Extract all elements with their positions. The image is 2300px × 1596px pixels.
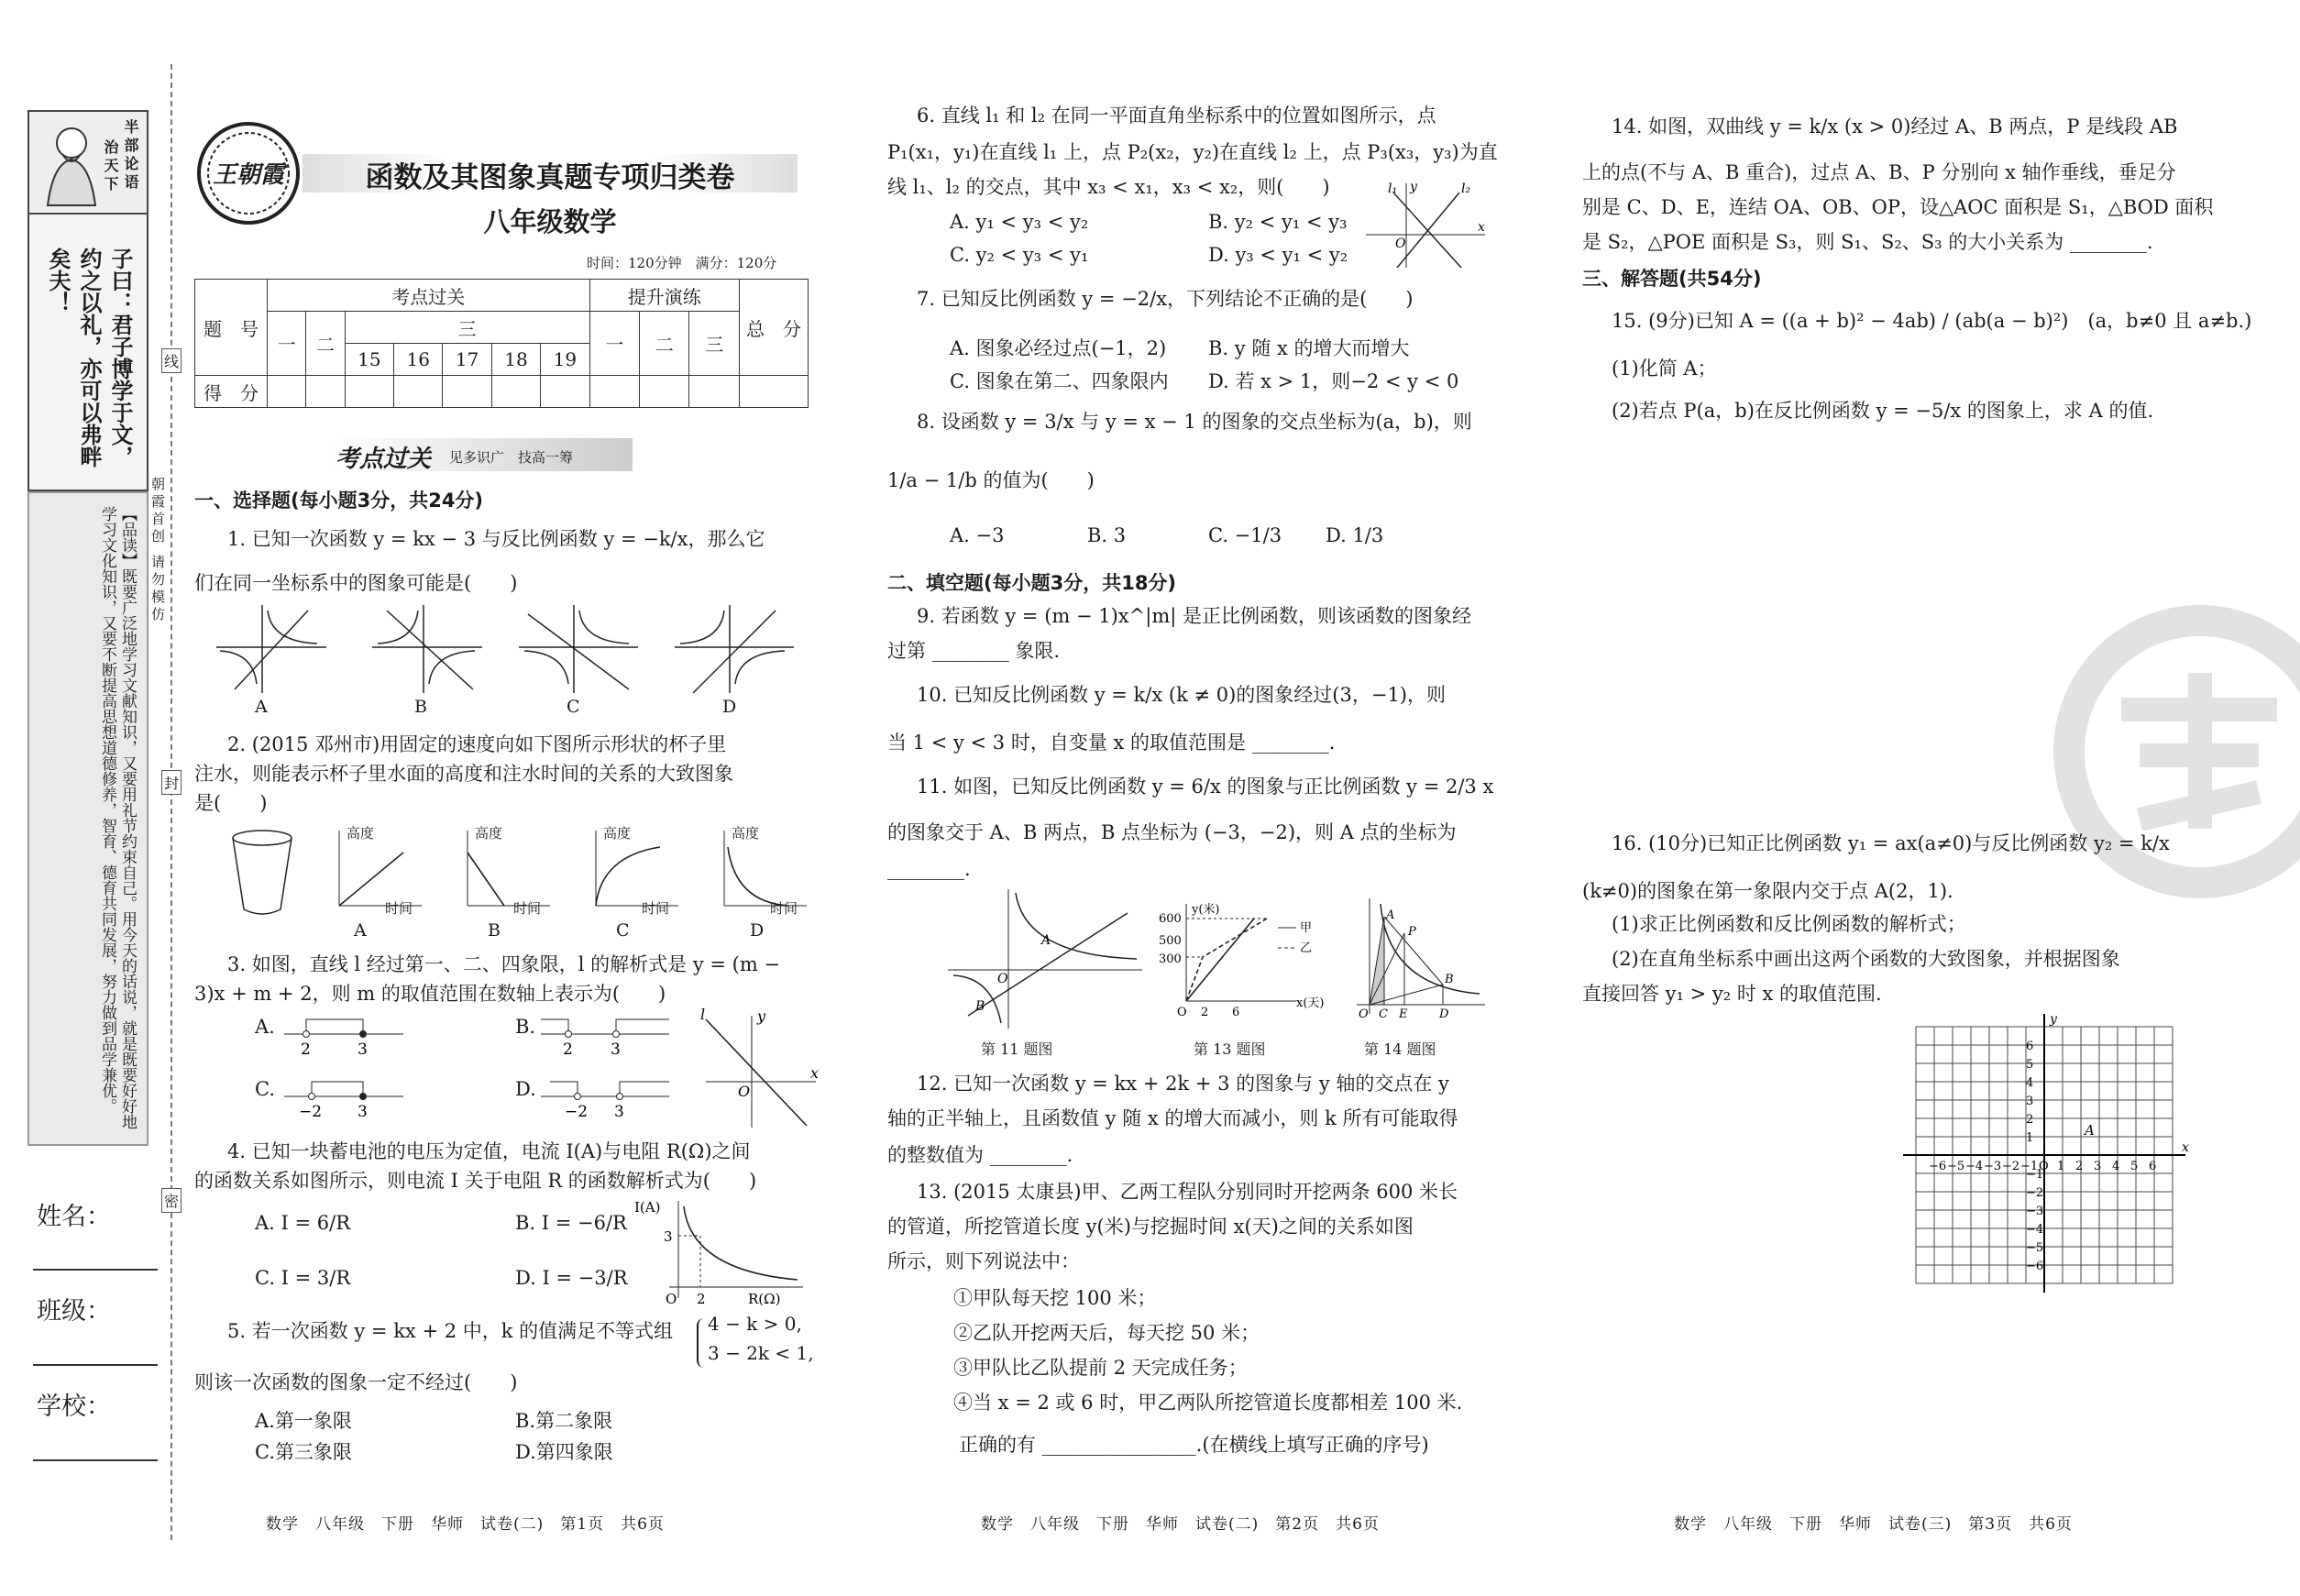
- svg-text:−2: −2: [565, 1103, 589, 1121]
- q5-opt-d[interactable]: D.第四象限: [515, 1441, 613, 1463]
- binding-mark-feng: 封: [161, 770, 182, 795]
- svg-text:3: 3: [611, 1040, 621, 1059]
- q15-text-2: (1)化简 A；: [1612, 358, 1717, 380]
- q8-opt-b[interactable]: B. 3: [1087, 524, 1127, 546]
- q8-opt-c[interactable]: C. −1/3: [1208, 524, 1282, 546]
- q2-ylabel-d: 高度: [732, 825, 760, 842]
- y-tick-label: −3: [2026, 1205, 2044, 1218]
- y-tick-label: 4: [2026, 1076, 2034, 1090]
- q13-stmt-2: ②乙队开挖两天后，每天挖 50 米；: [953, 1322, 1260, 1344]
- score-cell[interactable]: [740, 376, 809, 408]
- x-tick-label: −1: [2020, 1160, 2039, 1173]
- confucius-illustration: [35, 117, 108, 207]
- x-tick-label: −4: [1965, 1160, 1984, 1173]
- q5-sys1: 4 − k > 0,: [708, 1313, 802, 1335]
- q16-text-5: 直接回答 y₁ > y₂ 时 x 的取值范围.: [1582, 983, 1882, 1005]
- svg-text:y(米): y(米): [1192, 903, 1220, 917]
- fig11-caption: 第 11 题图: [981, 1040, 1053, 1058]
- q5-text-2: 则该一次函数的图象一定不经过( ): [194, 1371, 518, 1393]
- q3-text: 3. 如图，直线 l 经过第一、二、四象限，l 的解析式是 y = (m −: [227, 953, 781, 975]
- score-cell[interactable]: [689, 376, 740, 408]
- q2-xlabel-a: 时间: [385, 900, 413, 917]
- score-col: 二: [306, 312, 345, 376]
- y-tick-label: −6: [2026, 1260, 2044, 1273]
- score-cell[interactable]: [541, 376, 589, 408]
- q2-ylabel-b: 高度: [475, 825, 503, 842]
- q3-opt-a[interactable]: A.: [255, 1016, 275, 1038]
- q6-opt-b[interactable]: B. y₂ < y₁ < y₃: [1208, 211, 1348, 233]
- svg-text:O: O: [1177, 1006, 1187, 1019]
- y-tick-label: 1: [2026, 1131, 2034, 1145]
- svg-text:R(Ω): R(Ω): [748, 1291, 781, 1307]
- q1-graph-a: [216, 605, 326, 693]
- q2-ylabel-a: 高度: [347, 825, 375, 842]
- q2-text-2: 注水，则能表示杯子里水面的高度和注水时间的关系的大致图象: [194, 763, 733, 785]
- svg-text:l: l: [700, 1008, 706, 1023]
- q5-opt-b[interactable]: B.第二象限: [515, 1410, 613, 1432]
- x-tick-label: 5: [2130, 1160, 2139, 1173]
- score-col: 19: [541, 344, 589, 376]
- q6-text: 6. 直线 l₁ 和 l₂ 在同一平面直角坐标系中的位置如图所示，点: [917, 105, 1436, 127]
- q4-opt-d[interactable]: D. I = −3/R: [515, 1267, 628, 1289]
- binding-line: [171, 64, 172, 1540]
- q13-stmt-1: ①甲队每天挖 100 米；: [953, 1287, 1157, 1309]
- svg-text:3: 3: [358, 1040, 368, 1059]
- fig13-caption: 第 13 题图: [1194, 1040, 1266, 1058]
- point-a-label: A: [2085, 1122, 2095, 1139]
- fig14-caption: 第 14 题图: [1364, 1040, 1436, 1058]
- y-tick-label: −1: [2026, 1168, 2044, 1182]
- score-col: 16: [394, 344, 443, 376]
- q3-opt-b[interactable]: B.: [515, 1016, 536, 1038]
- q7-opt-a[interactable]: A. 图象必经过点(−1，2): [950, 337, 1167, 359]
- y-tick-label: −5: [2026, 1241, 2044, 1255]
- q4-opt-a[interactable]: A. I = 6/R: [255, 1212, 351, 1234]
- q1-label-c: C: [567, 697, 580, 717]
- q1-text-2: 们在同一坐标系中的图象可能是( ): [194, 572, 518, 594]
- exam-meta: 时间：120分钟 满分：120分: [587, 255, 777, 271]
- q9-text: 9. 若函数 y = (m − 1)x^|m| 是正比例函数，则该函数的图象经: [917, 605, 1471, 627]
- x-tick-label: −5: [1947, 1160, 1965, 1173]
- svg-text:y: y: [757, 1008, 766, 1025]
- numberline-c: [284, 1082, 403, 1121]
- svg-text:E: E: [1399, 1007, 1408, 1021]
- svg-text:6: 6: [1232, 1006, 1240, 1019]
- y-tick-label: 6: [2026, 1040, 2034, 1053]
- y-tick-label: 5: [2026, 1058, 2034, 1072]
- score-col: 17: [443, 344, 491, 376]
- q8-opt-a[interactable]: A. −3: [950, 524, 1005, 546]
- binding-mark-xian: 线: [161, 348, 182, 373]
- section-banner: [330, 438, 633, 471]
- section-fill-title: 二、填空题(每小题3分，共18分): [887, 572, 1177, 594]
- q2-ylabel-c: 高度: [603, 825, 632, 842]
- score-col: 一: [268, 312, 306, 376]
- q7-opt-b[interactable]: B. y 随 x 的增大而增大: [1208, 337, 1410, 359]
- svg-text:x: x: [1478, 220, 1485, 235]
- svg-text:O: O: [1395, 237, 1406, 251]
- q3-opt-d[interactable]: D.: [515, 1078, 536, 1100]
- y-tick-label: −4: [2026, 1223, 2044, 1237]
- q5-opt-a[interactable]: A.第一象限: [255, 1410, 352, 1432]
- q8-opt-d[interactable]: D. 1/3: [1326, 524, 1384, 546]
- brand-logo: [194, 119, 303, 227]
- q14-text-3: 别是 C、D、E，连结 OA、OB、OP，设△AOC 面积是 S₁，△BOD 面积: [1582, 196, 2214, 218]
- school-field[interactable]: [33, 1459, 158, 1461]
- x-tick-label: −6: [1929, 1160, 1947, 1173]
- score-row-label: 得 分: [195, 376, 268, 408]
- q11-text: 11. 如图，已知反比例函数 y = 6/x 的图象与正比例函数 y = 2/3 x: [917, 776, 1494, 798]
- q8-text-2: 1/a − 1/b 的值为( ): [887, 469, 1095, 491]
- q2-text-3: 是( ): [194, 792, 268, 814]
- svg-text:2: 2: [697, 1291, 706, 1307]
- side-pindu-box: [28, 491, 149, 1146]
- score-col: 一: [589, 312, 639, 376]
- section-choice-title: 一、选择题(每小题3分，共24分): [194, 490, 484, 512]
- q3-opt-c[interactable]: C.: [255, 1078, 275, 1100]
- q12-text-3: 的整数值为 ________.: [887, 1144, 1073, 1166]
- score-cell[interactable]: [306, 376, 345, 408]
- q5-sys2: 3 − 2k < 1,: [708, 1342, 814, 1364]
- q7-opt-d[interactable]: D. 若 x > 1，则−2 < y < 0: [1208, 370, 1459, 392]
- q11-text-3: ________.: [887, 858, 971, 880]
- q13-text: 13. (2015 太康县)甲、乙两工程队分别同时开挖两条 600 米长: [917, 1181, 1458, 1203]
- footer-page-1: 数学 八年级 下册 华师 试卷(二) 第1页 共6页: [266, 1515, 665, 1534]
- q4-text: 4. 已知一块蓄电池的电压为定值，电流 I(A)与电阻 R(Ω)之间: [227, 1140, 751, 1162]
- coordinate-grid[interactable]: [1888, 1008, 2200, 1302]
- binding-mark-mi: 密: [161, 1188, 182, 1213]
- score-head-label: 题 号: [195, 280, 268, 376]
- q13-stmt-4: ④当 x = 2 或 6 时，甲乙两队所挖管道长度都相差 100 米.: [953, 1392, 1463, 1414]
- q11-text-2: 的图象交于 A、B 两点，B 点坐标为 (−3，−2)，则 A 点的坐标为: [887, 821, 1457, 843]
- banner-title: 考点过关: [336, 446, 432, 473]
- brand-logo-text: 王朝霞: [212, 161, 284, 189]
- score-table: [194, 279, 809, 408]
- svg-text:3: 3: [614, 1103, 624, 1121]
- score-head-total: 总 分: [740, 280, 809, 376]
- svg-text:O: O: [1359, 1007, 1369, 1021]
- x-tick-label: 3: [2094, 1160, 2102, 1173]
- svg-text:x(天): x(天): [1296, 996, 1325, 1010]
- class-label: 班级：: [37, 1297, 111, 1326]
- q1-text: 1. 已知一次函数 y = kx − 3 与反比例函数 y = −k/x，那么它: [227, 528, 765, 550]
- banner-sub: 见多识广 技高一筹: [449, 449, 574, 466]
- svg-text:O: O: [997, 972, 1008, 986]
- svg-text:2: 2: [1201, 1006, 1209, 1019]
- side-header-text: 半部论语: [122, 119, 139, 193]
- footer-page-2: 数学 八年级 下册 华师 试卷(二) 第2页 共6页: [981, 1515, 1380, 1534]
- score-head-tisheng: 提升演练: [589, 280, 739, 312]
- svg-text:O: O: [738, 1083, 751, 1100]
- cup-illustration: [227, 827, 297, 919]
- svg-text:2: 2: [301, 1040, 311, 1059]
- q1-graph-d: [675, 605, 794, 693]
- q10-text-2: 当 1 < y < 3 时，自变量 x 的取值范围是 ________.: [887, 732, 1336, 754]
- x-tick-label: O: [2039, 1160, 2049, 1173]
- svg-text:3: 3: [664, 1228, 673, 1245]
- svg-text:y: y: [1410, 180, 1417, 194]
- side-header-box: [28, 110, 149, 215]
- q4-opt-c[interactable]: C. I = 3/R: [255, 1267, 351, 1289]
- q1-label-b: B: [414, 697, 427, 717]
- q2-label-d: D: [750, 920, 765, 941]
- q1-graph-b: [372, 605, 482, 693]
- score-cell[interactable]: [268, 376, 306, 408]
- x-tick-label: 2: [2075, 1160, 2084, 1173]
- score-col: 18: [491, 344, 540, 376]
- footer-page-3: 数学 八年级 下册 华师 试卷(三) 第3页 共6页: [1674, 1515, 2073, 1534]
- svg-text:l₁: l₁: [1388, 182, 1398, 196]
- side-quote-box: [28, 213, 149, 491]
- q2-xlabel-c: 时间: [642, 900, 670, 917]
- q1-label-d: D: [722, 697, 737, 717]
- q2-label-a: A: [354, 920, 367, 941]
- q5-text: 5. 若一次函数 y = kx + 2 中，k 的值满足不等式组: [227, 1320, 674, 1342]
- q9-text-2: 过第 ________ 象限.: [887, 640, 1061, 662]
- q14-text: 14. 如图，双曲线 y = k/x (x > 0)经过 A、B 两点，P 是线段 AB: [1612, 116, 2178, 138]
- q7-opt-c[interactable]: C. 图象在第二、四象限内: [950, 370, 1169, 392]
- q13-text-2: 的管道，所挖管道长度 y(米)与挖掘时间 x(天)之间的关系如图: [887, 1216, 1414, 1238]
- svg-text:甲: 甲: [1300, 921, 1313, 935]
- q3-numberlines: [275, 1008, 825, 1128]
- svg-text:3: 3: [358, 1103, 368, 1121]
- q14-text-2: 上的点(不与 A、B 重合)，过点 A、B、P 分别向 x 轴作垂线，垂足分: [1582, 161, 2176, 183]
- side-pindu: 【品读】既要广泛地学习文献知识，又要用礼节约束自己。用今天的话说，就是既要好好地学习文化知识，又要不断提高思想道德修养，智育、德育共同发展，努力做到品学兼优。: [98, 506, 137, 1129]
- fig11: [944, 886, 1146, 1032]
- name-field[interactable]: [33, 1269, 158, 1271]
- q12-text: 12. 已知一次函数 y = kx + 2k + 3 的图象与 y 轴的交点在 y: [917, 1073, 1449, 1095]
- svg-text:x: x: [810, 1064, 820, 1082]
- q3-line-graph: [700, 1008, 819, 1128]
- section-answer-title: 三、解答题(共54分): [1582, 268, 1762, 290]
- y-tick-label: 2: [2026, 1113, 2034, 1127]
- x-tick-label: −2: [2002, 1160, 2020, 1173]
- q4-text-2: 的函数关系如图所示，则电流 I 关于电阻 R 的函数解析式为( ): [194, 1170, 757, 1192]
- q12-text-2: 轴的正半轴上，且函数值 y 随 x 的增大而减小，则 k 所有可能取得: [887, 1107, 1458, 1129]
- q2-xlabel-d: 时间: [770, 900, 798, 917]
- score-cell[interactable]: [639, 376, 688, 408]
- svg-text:2: 2: [563, 1040, 573, 1059]
- q3-text-2: 3)x + m + 2，则 m 的取值范围在数轴上表示为( ): [194, 983, 666, 1005]
- svg-text:600: 600: [1159, 912, 1182, 926]
- y-tick-label: −2: [2026, 1186, 2044, 1200]
- numberline-a: [284, 1019, 403, 1059]
- q6-text-3: 线 l₁、l₂ 的交点，其中 x₃ < x₁，x₃ < x₂，则( ): [887, 176, 1330, 198]
- q6-text-2: P₁(x₁，y₁)在直线 l₁ 上，点 P₂(x₂，y₂)在直线 l₂ 上，点 P₃(x₃，y₃)为直: [887, 141, 1498, 163]
- q7-text: 7. 已知反比例函数 y = −2/x，下列结论不正确的是( ): [917, 288, 1414, 310]
- q14-text-4: 是 S₂，△POE 面积是 S₃，则 S₁、S₂、S₃ 的大小关系为 ________.: [1582, 231, 2153, 253]
- y-tick-label: 3: [2026, 1095, 2034, 1108]
- q15-text: 15. (9分)已知 A = ((a + b)² − 4ab) / (ab(a − b)²) (a，b≠0 且 a≠b.): [1612, 310, 2252, 332]
- q15-text-3: (2)若点 P(a，b)在反比例函数 y = −5/x 的图象上，求 A 的值.: [1612, 400, 2154, 422]
- page-subtitle: 八年级数学: [483, 206, 617, 237]
- score-cell[interactable]: [443, 376, 491, 408]
- q1-graph-c: [519, 605, 638, 693]
- score-cell[interactable]: [491, 376, 540, 408]
- svg-text:乙: 乙: [1300, 941, 1313, 955]
- svg-text:O: O: [666, 1291, 677, 1307]
- svg-text:300: 300: [1159, 952, 1182, 966]
- side-brand-note: 朝霞首创 请勿模仿: [149, 477, 166, 624]
- page-title: 函数及其图象真题专项归类卷: [365, 161, 735, 194]
- q2-label-c: C: [616, 920, 630, 941]
- score-col: 三: [689, 312, 740, 376]
- q16-text-3: (1)求正比例函数和反比例函数的解析式；: [1612, 913, 1966, 935]
- q16-text-4: (2)在直角坐标系中画出这两个函数的大致图象，并根据图象: [1612, 948, 2120, 970]
- school-label: 学校：: [37, 1392, 111, 1421]
- q6-opt-d[interactable]: D. y₃ < y₁ < y₂: [1208, 244, 1348, 266]
- q10-text: 10. 已知反比例函数 y = k/x (k ≠ 0)的图象经过(3，−1)，则: [917, 684, 1446, 706]
- q6-opt-c[interactable]: C. y₂ < y₃ < y₁: [950, 244, 1089, 266]
- numberline-d: [541, 1082, 669, 1121]
- x-axis-label: x: [2182, 1140, 2189, 1155]
- svg-text:500: 500: [1159, 934, 1182, 948]
- svg-text:l₂: l₂: [1461, 182, 1471, 196]
- q2-label-b: B: [488, 920, 501, 941]
- q6-opt-a[interactable]: A. y₁ < y₃ < y₂: [950, 211, 1089, 233]
- side-header-text-2: 治天下: [102, 139, 119, 194]
- svg-text:−2: −2: [299, 1103, 323, 1121]
- svg-text:B: B: [975, 999, 985, 1014]
- svg-text:A: A: [1041, 933, 1051, 948]
- score-col: 三: [345, 312, 589, 344]
- q6-graph: [1360, 180, 1489, 271]
- q2-text: 2. (2015 邓州市)用固定的速度向如下图所示形状的杯子里: [227, 733, 727, 755]
- q5-brace: [697, 1318, 706, 1368]
- svg-text:D: D: [1439, 1007, 1449, 1021]
- q5-opt-c[interactable]: C.第三象限: [255, 1441, 352, 1463]
- x-tick-label: 1: [2057, 1160, 2065, 1173]
- q1-graphs: [207, 601, 812, 721]
- q16-text-2: (k≠0)的图象在第一象限内交于点 A(2，1).: [1582, 880, 1953, 902]
- score-cell[interactable]: [394, 376, 443, 408]
- score-col: 二: [639, 312, 688, 376]
- x-tick-label: 4: [2112, 1160, 2120, 1173]
- class-field[interactable]: [33, 1364, 158, 1366]
- y-axis-label: y: [2050, 1012, 2057, 1027]
- score-cell[interactable]: [345, 376, 393, 408]
- q2-xlabel-b: 时间: [513, 900, 542, 917]
- svg-text:C: C: [1379, 1007, 1388, 1021]
- q4-opt-b[interactable]: B. I = −6/R: [515, 1212, 627, 1234]
- q13-answer[interactable]: 正确的有 ________________.(在横线上填写正确的序号): [959, 1434, 1429, 1456]
- score-cell[interactable]: [589, 376, 639, 408]
- q13-text-3: 所示，则下列说法中：: [887, 1250, 1080, 1272]
- q16-text: 16. (10分)已知正比例函数 y₁ = ax(a≠0)与反比例函数 y₂ = k/x: [1612, 832, 2170, 854]
- svg-text:B: B: [1445, 973, 1454, 986]
- q4-graph: [633, 1197, 807, 1307]
- q1-label-a: A: [255, 697, 268, 717]
- numberline-b: [541, 1019, 669, 1059]
- q8-text: 8. 设函数 y = 3/x 与 y = x − 1 的图象的交点坐标为(a，b)，则: [917, 411, 1472, 433]
- name-label: 姓名：: [37, 1203, 111, 1231]
- svg-text:A: A: [1386, 908, 1395, 922]
- q13-stmt-3: ③甲队比乙队提前 2 天完成任务；: [953, 1357, 1248, 1379]
- svg-text:I(A): I(A): [634, 1199, 661, 1216]
- side-quote: 子曰：君子博学于文，约之以礼，亦可以弗畔矣夫！: [45, 248, 133, 468]
- score-head-kaodian: 考点过关: [268, 280, 590, 312]
- fig14: [1351, 895, 1489, 1023]
- svg-text:P: P: [1408, 925, 1416, 939]
- fig13: [1159, 900, 1333, 1019]
- x-tick-label: −3: [1984, 1160, 2002, 1173]
- score-col: 15: [345, 344, 393, 376]
- x-tick-label: 6: [2149, 1160, 2157, 1173]
